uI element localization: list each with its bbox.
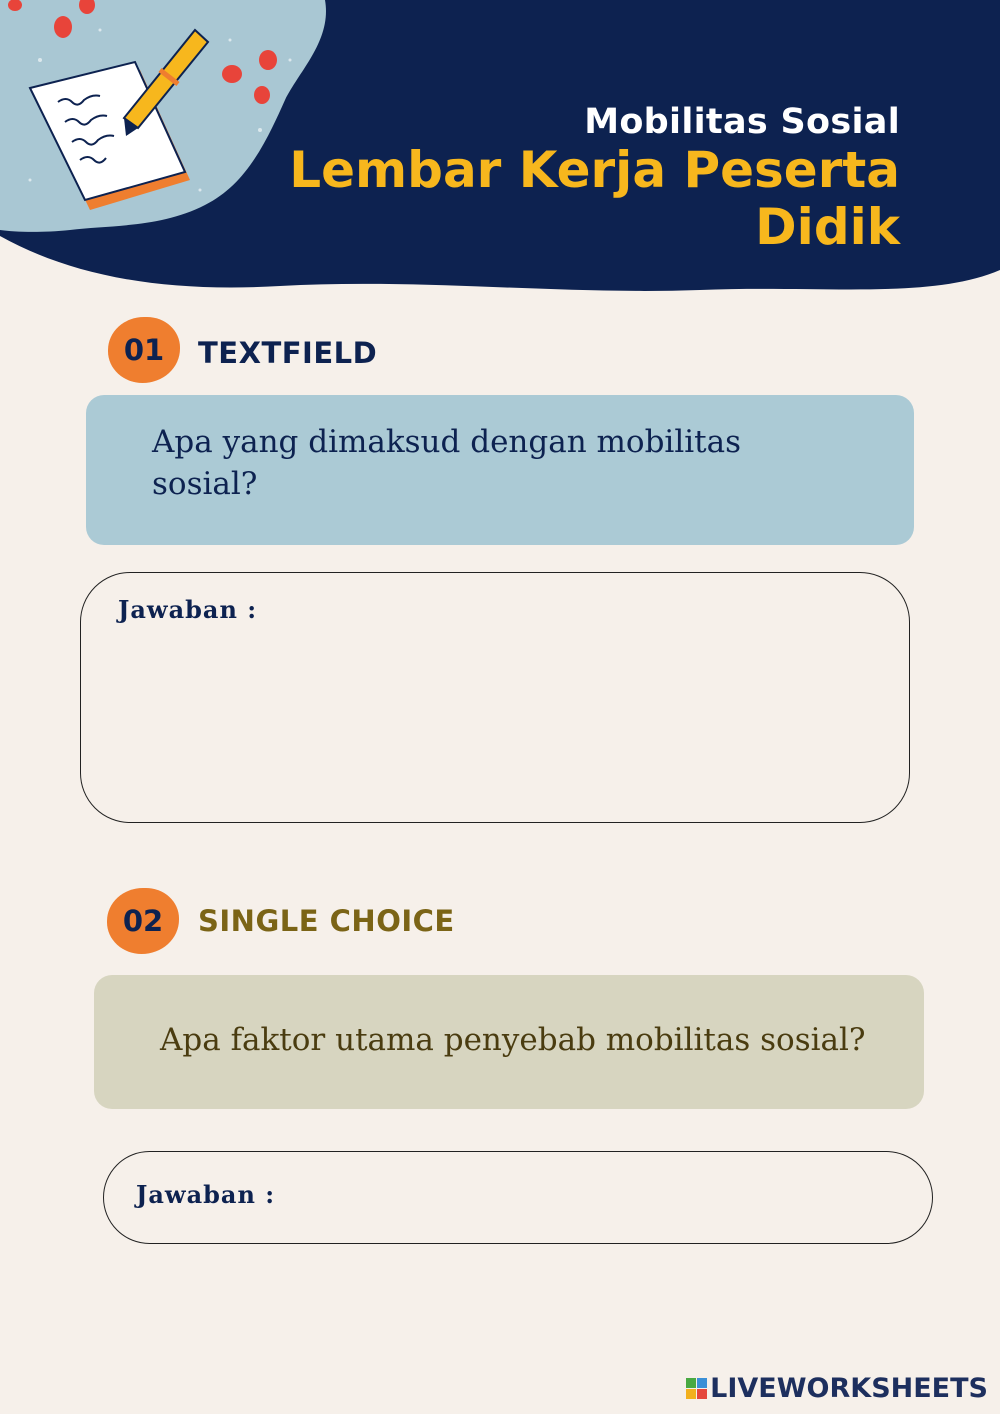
liveworksheets-logo-icon <box>686 1378 707 1399</box>
answer-label: Jawaban : <box>136 1180 276 1209</box>
question-line: Apa yang dimaksud dengan mobilitas <box>152 424 742 460</box>
header-banner <box>0 0 1000 300</box>
section-number-badge: 02 <box>107 888 179 954</box>
section-number-badge: 01 <box>108 317 180 383</box>
question-line: sosial? <box>152 466 258 502</box>
question-text <box>152 421 741 505</box>
question-text: Apa faktor utama penyebab mobilitas sosial? <box>160 1022 866 1058</box>
worksheet-title: Lembar Kerja Peserta Didik <box>289 141 900 256</box>
worksheet-subtitle: Mobilitas Sosial <box>584 102 900 142</box>
brand-name: LIVEWORKSHEETS <box>710 1373 988 1404</box>
question-box <box>86 395 914 545</box>
answer-label: Jawaban : <box>118 595 258 624</box>
question-box <box>94 975 924 1109</box>
section-type-label: TEXTFIELD <box>198 336 378 370</box>
section-type-label: SINGLE CHOICE <box>198 904 455 938</box>
footer-brand <box>686 1373 988 1404</box>
